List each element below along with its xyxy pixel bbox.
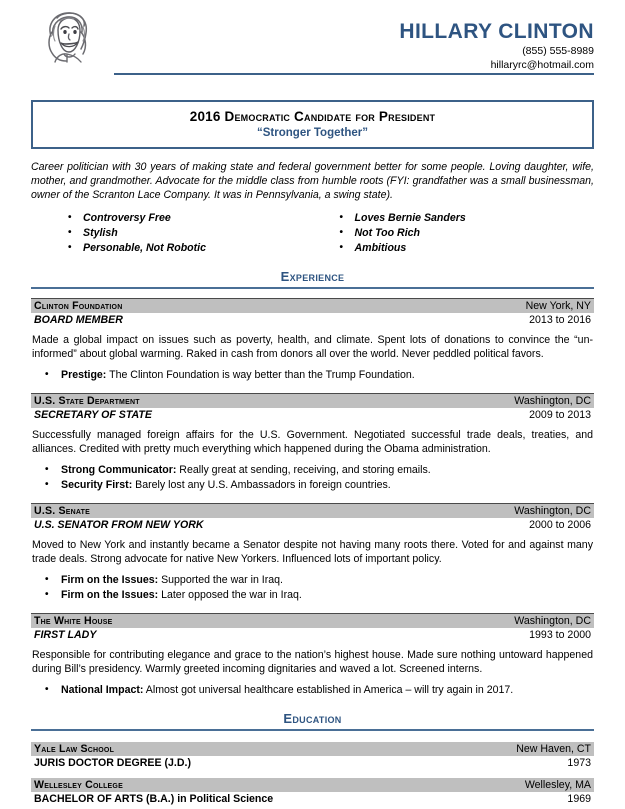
bullet-text: The Clinton Foundation is way better than the Trump Foundation.: [106, 369, 415, 382]
entry-job-title: BOARD MEMBER: [34, 314, 123, 327]
skills-column-left: [31, 211, 313, 256]
professional-summary: Career politician with 30 years of making state and federal government better for some people. Loving daughter, wife, mother, and grandmother. Advocate for the middle class from humble roots (FYI: grandfather was a small businessman, owner of the Scranton Lace Company. It was in Pennsylvania, a swing state).: [31, 161, 594, 202]
education-school: Yale Law School: [34, 743, 115, 756]
entry-bullet-list: [31, 683, 594, 698]
bullet-text: Supported the war in Iraq.: [158, 573, 283, 586]
experience-entry: [31, 503, 594, 604]
list-item: [31, 368, 594, 383]
entry-dates: 2013 to 2016: [529, 314, 591, 327]
list-item: [31, 588, 594, 603]
section-heading-education: Education: [283, 711, 342, 727]
education-degree-row: [31, 756, 594, 769]
section-heading-experience: Experience: [280, 269, 345, 285]
entry-location: Washington, DC: [514, 394, 591, 407]
section-divider: [31, 729, 594, 731]
section-divider: [31, 287, 594, 289]
entry-dates: 1993 to 2000: [529, 628, 591, 641]
list-item: [31, 683, 594, 698]
phone-number: (855) 555-8989: [522, 44, 594, 57]
entry-title-row: [31, 518, 594, 531]
bullet-lead: Firm on the Issues:: [61, 589, 159, 602]
entry-job-title: SECRETARY OF STATE: [34, 408, 152, 421]
entry-description: Responsible for contributing elegance and grace to the nation’s highest house. Made sure nothing untoward happened during Bill’s presidency. Warmly greeted incoming dignitaries and waved a lot. Screened interns.: [32, 648, 593, 675]
bullet-lead: Security First:: [61, 479, 133, 492]
headline-title: 2016 Democratic Candidate for President: [189, 109, 436, 124]
contact-block: [399, 21, 594, 72]
education-location: Wellesley, MA: [524, 779, 591, 792]
list-item: • Ambitious: [338, 241, 595, 256]
email-address: hillaryrc@hotmail.com: [490, 58, 594, 71]
entry-description: Successfully managed foreign affairs for the U.S. Government. Negotiated successful trade deals, treaties, and alliances. Credited with pretty much everything which happened during the Obama administration.: [32, 428, 593, 455]
headline-slogan: “Stronger Together”: [257, 127, 368, 139]
entry-organization: Clinton Foundation: [34, 300, 123, 313]
entry-job-title: FIRST LADY: [34, 628, 97, 641]
entry-organization-row: [31, 394, 594, 408]
list-item: [31, 478, 594, 493]
education-degree: BACHELOR OF ARTS (B.A.) in Political Science: [34, 793, 274, 806]
entry-title-row: [31, 408, 594, 421]
education-year: 1973: [567, 757, 591, 770]
education-school: Wellesley College: [34, 779, 123, 792]
experience-entry: [31, 393, 594, 494]
entry-dates: 2009 to 2013: [529, 408, 591, 421]
list-item: • Personable, Not Robotic: [66, 241, 313, 256]
list-item: • Stylish: [66, 226, 313, 241]
bullet-lead: National Impact:: [61, 683, 144, 696]
entry-title-row: [31, 313, 594, 326]
bullet-lead: Firm on the Issues:: [61, 573, 159, 586]
education-year: 1969: [567, 793, 591, 806]
entry-bullet-list: [31, 368, 594, 383]
entry-description: Moved to New York and instantly became a Senator despite not having many roots there. Voted for and against many trade deals. Strong advocate for native New Yorkers. Influenced lots of important policy.: [32, 538, 593, 565]
bullet-lead: Prestige:: [61, 369, 107, 382]
entry-organization: The White House: [34, 614, 113, 627]
caricature-portrait-icon: [31, 2, 103, 74]
list-item: [31, 573, 594, 588]
entry-organization: U.S. State Department: [34, 394, 140, 407]
entry-dates: 2000 to 2006: [529, 518, 591, 531]
document-header: [31, 0, 594, 72]
headline-banner: [31, 100, 594, 149]
entry-location: New York, NY: [525, 300, 591, 313]
bullet-text: Really great at sending, receiving, and storing emails.: [176, 464, 431, 476]
bullet-lead: Strong Communicator:: [61, 464, 177, 476]
education-degree-row: [31, 792, 594, 805]
entry-bullet-list: [31, 463, 594, 494]
list-item: • Loves Bernie Sanders: [338, 211, 595, 226]
bullet-text: Later opposed the war in Iraq.: [158, 589, 302, 602]
education-school-row: [31, 778, 594, 792]
entry-organization: U.S. Senate: [34, 504, 91, 517]
entry-job-title: U.S. SENATOR FROM NEW YORK: [34, 518, 204, 531]
education-degree: JURIS DOCTOR DEGREE (J.D.): [34, 757, 191, 770]
education-entry: [31, 742, 594, 769]
bullet-text: Almost got universal healthcare established in America – will try again in 2017.: [143, 683, 514, 696]
entry-bullet-list: [31, 573, 594, 604]
entry-organization-row: [31, 299, 594, 313]
list-item: • Controversy Free: [66, 211, 313, 226]
list-item: [31, 463, 594, 478]
list-item: • Not Too Rich: [338, 226, 595, 241]
education-school-row: [31, 742, 594, 756]
entry-organization-row: [31, 504, 594, 518]
header-divider: [114, 73, 594, 75]
entry-location: Washington, DC: [514, 614, 591, 627]
skills-list: [31, 211, 594, 256]
entry-description: Made a global impact on issues such as poverty, health, and climate. Spent lots of donations to convince the “un-informed” about global warming. Raked in cash from donors all over the world. Never peddled political favors.: [32, 334, 593, 361]
experience-entry: [31, 613, 594, 699]
bullet-text: Barely lost any U.S. Ambassadors in foreign countries.: [132, 479, 391, 492]
entry-title-row: [31, 628, 594, 641]
entry-location: Washington, DC: [514, 504, 591, 517]
education-entry: [31, 778, 594, 805]
education-location: New Haven, CT: [516, 743, 591, 756]
page-title: HILLARY CLINTON: [399, 19, 594, 43]
experience-entry: [31, 298, 594, 384]
entry-organization-row: [31, 614, 594, 628]
skills-column-right: [313, 211, 595, 256]
